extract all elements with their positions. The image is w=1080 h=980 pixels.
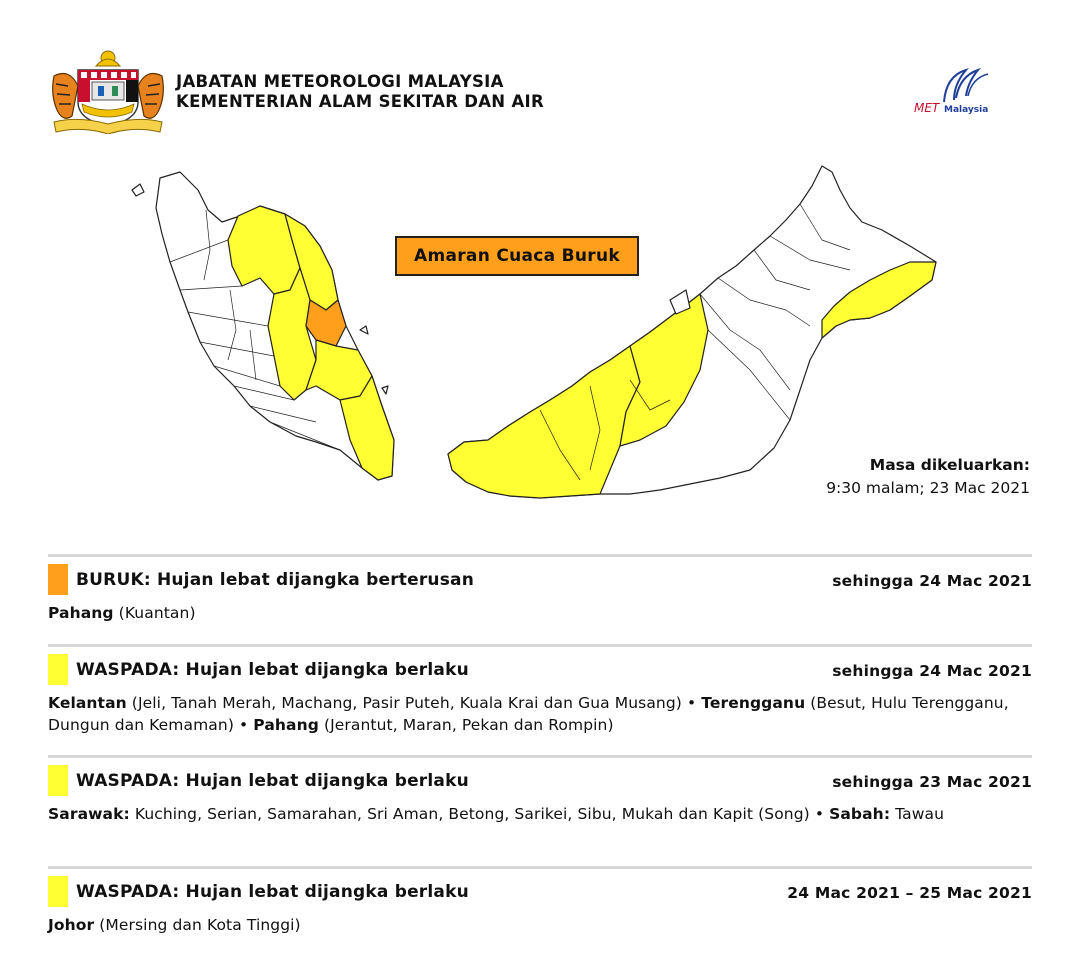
ministry-name: KEMENTERIAN ALAM SEKITAR DAN AIR — [176, 92, 544, 111]
warning-areas — [48, 914, 1032, 936]
warning-areas — [48, 692, 1032, 736]
issued-value: 9:30 malam; 23 Mac 2021 — [826, 479, 1030, 497]
coat-of-arms-logo — [48, 46, 168, 134]
area-state: Pahang — [253, 716, 319, 734]
warning-level-bar — [48, 654, 68, 685]
issued-time — [826, 454, 1030, 500]
warning-level-bar — [48, 876, 68, 907]
area-districts: (Jeli, Tanah Merah, Machang, Pasir Puteh, Kuala Krai dan Gua Musang) — [131, 694, 682, 712]
bullet-separator: • — [239, 716, 249, 734]
met-malaysia-logo — [914, 66, 1032, 116]
warning-block — [48, 644, 1032, 736]
warning-validity: 24 Mac 2021 – 25 Mac 2021 — [787, 884, 1032, 902]
warning-title: WASPADA: Hujan lebat dijangka berlaku — [76, 882, 469, 902]
warning-title: WASPADA: Hujan lebat dijangka berlaku — [76, 660, 469, 680]
issued-label: Masa dikeluarkan: — [869, 456, 1030, 474]
area-districts: Tawau — [895, 805, 945, 823]
area-state: Pahang — [48, 604, 114, 622]
bullet-separator: • — [686, 694, 697, 712]
warning-validity: sehingga 23 Mac 2021 — [832, 773, 1032, 791]
area-districts: (Jerantut, Maran, Pekan dan Rompin) — [323, 716, 614, 734]
divider — [48, 554, 1032, 557]
warning-block — [48, 554, 1032, 624]
area-state: Kelantan — [48, 694, 127, 712]
warning-validity: sehingga 24 Mac 2021 — [832, 662, 1032, 680]
area-state: Sabah: — [829, 805, 891, 823]
area-districts: Kuching, Serian, Samarahan, Sri Aman, Betong, Sarikei, Sibu, Mukah dan Kapit (Song) — [134, 805, 810, 823]
divider — [48, 866, 1032, 869]
warning-areas — [48, 602, 1032, 624]
warning-block — [48, 866, 1032, 936]
warning-title: BURUK: Hujan lebat dijangka berterusan — [76, 570, 475, 590]
divider — [48, 755, 1032, 758]
agency-name: JABATAN METEOROLOGI MALAYSIA — [176, 72, 504, 91]
warning-block — [48, 755, 1032, 825]
area-districts: (Kuantan) — [118, 604, 196, 622]
header — [48, 46, 1032, 136]
bullet-separator: • — [814, 805, 825, 823]
warning-validity: sehingga 24 Mac 2021 — [832, 572, 1032, 590]
met-logo-prefix: MET — [914, 101, 940, 115]
map-legend-label: Amaran Cuaca Buruk — [395, 236, 639, 276]
area-districts: (Besut, Hulu Terengganu, Dungun dan Kemaman) — [48, 694, 1009, 734]
area-districts: (Mersing dan Kota Tinggi) — [99, 916, 301, 934]
area-state: Johor — [48, 916, 95, 934]
area-state: Sarawak: — [48, 805, 130, 823]
area-state: Terengganu — [701, 694, 806, 712]
warning-level-bar — [48, 765, 68, 796]
divider — [48, 644, 1032, 647]
warning-title: WASPADA: Hujan lebat dijangka berlaku — [76, 771, 469, 791]
agency-title — [176, 72, 544, 112]
warning-level-bar — [48, 564, 68, 595]
met-logo-suffix: Malaysia — [944, 105, 989, 115]
warning-areas — [48, 803, 1032, 825]
